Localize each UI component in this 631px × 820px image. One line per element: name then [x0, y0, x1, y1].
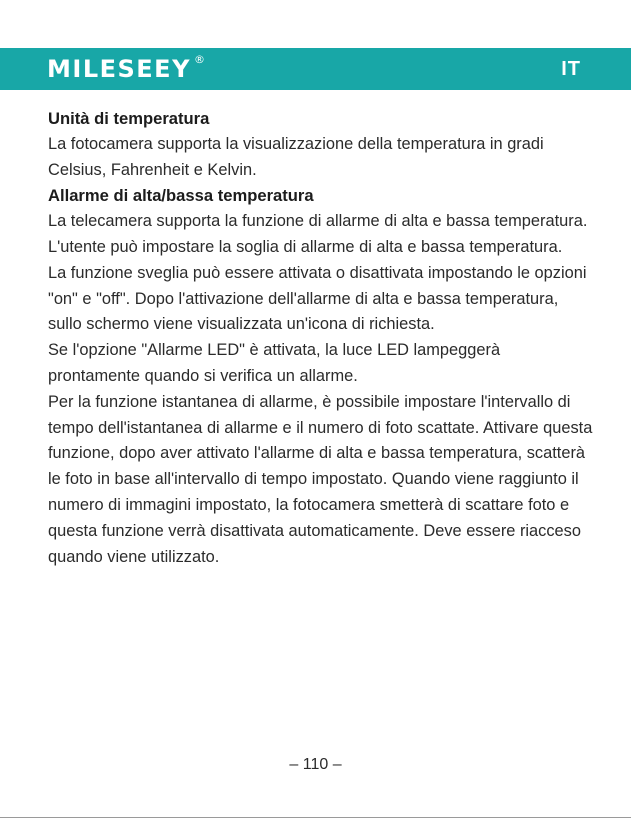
registered-mark: ®	[193, 53, 207, 66]
page-content	[48, 106, 593, 570]
paragraph: Per la funzione istantanea di allarme, è possibile impostare l'intervallo di tempo dell'istantanea di allarme e il numero di foto scattate. Attivare questa funzione, dopo aver attivato l'allarme di alta e bassa temperatura, scatterà le foto in base all'intervallo di tempo impostato. Quando viene raggiunto il numero di immagini impostato, la fotocamera smetterà di scattare foto e questa funzione verrà disattivata automaticamente. Deve essere riacceso quando viene utilizzato.	[48, 392, 593, 566]
page-number: – 110 –	[289, 756, 342, 773]
brand-name: MILESEEY	[47, 55, 191, 83]
paragraph: La fotocamera supporta la visualizzazione della temperatura in gradi Celsius, Fahrenheit e Kelvin.	[48, 134, 544, 179]
header-bar	[0, 48, 631, 90]
paragraph: La telecamera supporta la funzione di allarme di alta e bassa temperatura. L'utente può impostare la soglia di allarme di alta e bassa temperatura.	[48, 212, 588, 256]
language-label: IT	[561, 57, 581, 80]
paragraph: Se l'opzione "Allarme LED" è attivata, la luce LED lampeggerà prontamente quando si verifica un allarme.	[48, 341, 501, 385]
paragraph: La funzione sveglia può essere attivata o disattivata impostando le opzioni "on" e "off". Dopo l'attivazione dell'allarme di alta e bassa temperatura, sullo schermo viene visualizzata un'icona di richiesta.	[48, 263, 587, 334]
brand-logo	[47, 55, 206, 83]
bottom-divider	[0, 817, 631, 818]
section-title-temperature-unit: Unità di temperatura	[48, 109, 210, 128]
section-title-temperature-alarm: Allarme di alta/bassa temperatura	[48, 186, 314, 206]
